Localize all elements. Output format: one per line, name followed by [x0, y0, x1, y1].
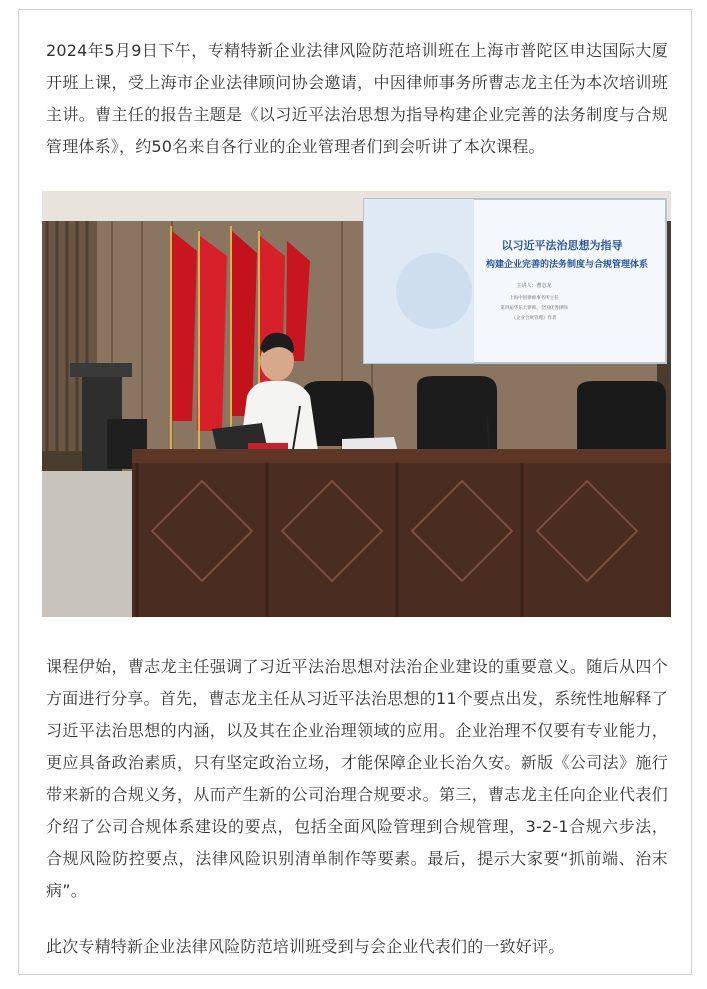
- article-frame: [18, 9, 692, 975]
- lecture-photo: [42, 191, 671, 617]
- article-paragraph-intro: 2024年5月9日下午，专精特新企业法律风险防范培训班在上海市普陀区申达国际大厦开班上课，受上海市企业法律顾问协会邀请，中因律师事务所曹志龙主任为本次培训班主讲。曹主任的报告主题是《以习近平法治思想为指导构建企业完善的法务制度与合规管理体系》，约50名来自各行业的企业管理者们到会听讲了本次课程。: [46, 41, 668, 156]
- slide-title-line2: 构建企业完善的法务制度与合规管理体系: [485, 260, 649, 270]
- slide-presenter: 主讲人：曹志龙: [516, 283, 552, 289]
- lecture-desk: [132, 449, 671, 617]
- slide-title-line1: 以习近平法治思想为指导: [501, 239, 623, 252]
- projection-screen: [364, 199, 666, 363]
- stage-floor: [42, 471, 132, 617]
- slide-line-1: 上海中因律师事务所主任: [509, 296, 559, 301]
- article-paragraph-body: 课程伊始，曹志龙主任强调了习近平法治思想对法治企业建设的重要意义。随后从四个方面进行分享。首先，曹志龙主任从习近平法治思想的11个要点出发，系统性地解释了习近平法治思想的内涵，以及其在企业治理领域的应用。企业治理不仅要有专业能力，更应具备政治素质，只有坚定政治立场，才能保障企业长治久安。新版《公司法》施行带来新的合规义务，从而产生新的公司治理合规要求。第三，曹志龙主任向企业代表们介绍了公司合规体系建设的要点，包括全面风险管理到合规管理，3-2-1合规六步法，合规风险防控要点，法律风险识别清单制作等要素。最后，提示大家要“抓前端、治末病”。: [46, 657, 668, 900]
- article-paragraph-closing: 此次专精特新企业法律风险防范培训班受到与会企业代表们的一致好评。: [46, 937, 565, 956]
- slide-line-3: 《企业合规管理》作者: [511, 316, 557, 321]
- slide-line-2: 第四届华东大律师、全国优秀律师: [500, 306, 568, 311]
